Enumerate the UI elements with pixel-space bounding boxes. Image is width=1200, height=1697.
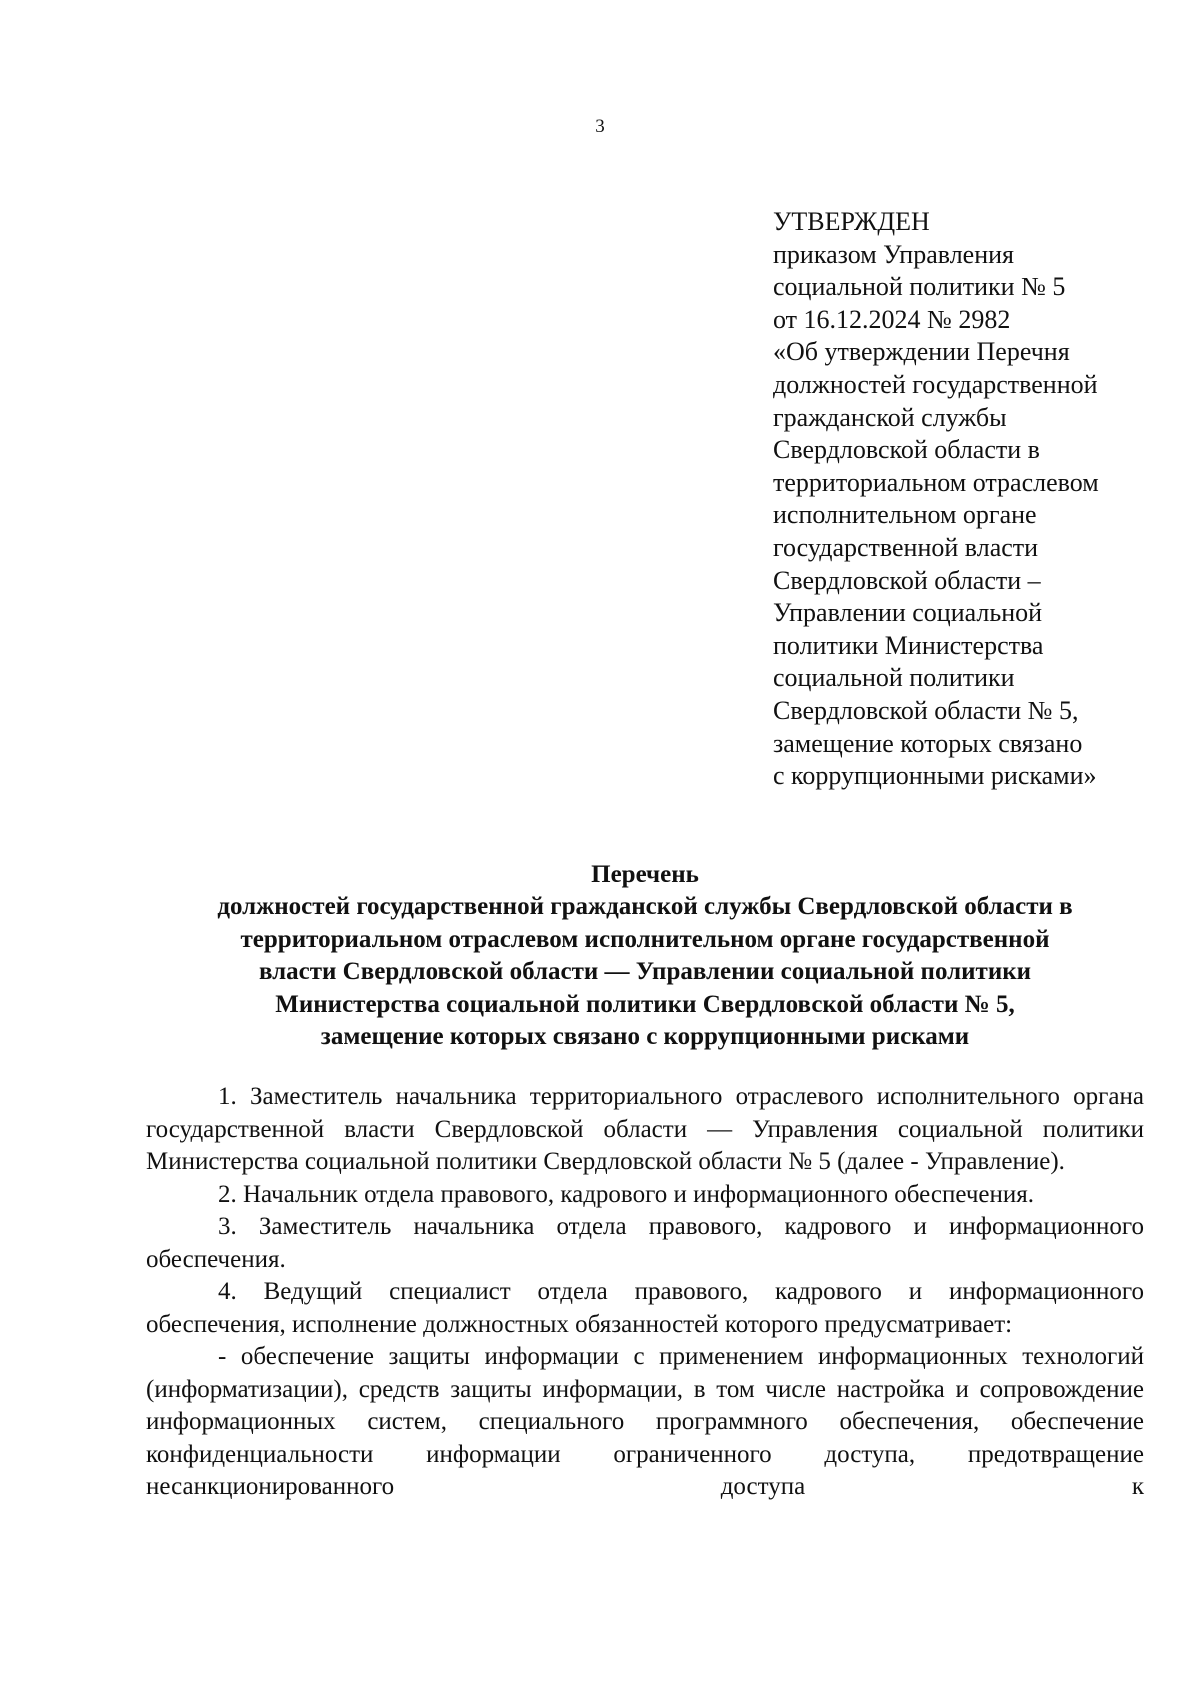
approval-line: от 16.12.2024 № 2982 [773, 304, 1011, 334]
document-title [120, 859, 1170, 1053]
approval-line: замещение которых связано [773, 728, 1083, 758]
approval-line: Свердловской области в [773, 435, 1040, 465]
approval-line: государственной власти [773, 532, 1039, 562]
approval-line: исполнительном органе [773, 500, 1037, 530]
approval-line: с коррупционными рисками» [773, 761, 1097, 791]
list-item: 2. Начальник отдела правового, кадрового и информационного обеспечения. [218, 1180, 1035, 1208]
title-line: должностей государственной гражданской службы Свердловской области в [217, 893, 1073, 921]
approval-line: гражданской службы [773, 402, 1007, 432]
title-line: Министерства социальной политики Свердловской области № 5, [275, 990, 1015, 1018]
approval-line: должностей государственной [773, 369, 1098, 399]
approval-line: политики Министерства [773, 630, 1044, 660]
approval-line: социальной политики [773, 663, 1015, 693]
approval-line: приказом Управления [773, 239, 1014, 269]
approval-line: социальной политики № 5 [773, 272, 1066, 302]
list-item: 1. Заместитель начальника территориального отраслевого исполнительного органа государственной власти Свердловской области — Управления социальной политики Министерства социальной политики Свердловской области № 5 (далее - Управление). [146, 1083, 1144, 1175]
list-item-subpoint: - обеспечение защиты информации с применением информационных технологий (информатизации), средств защиты информации, в том числе настройка и сопровождение информационных систем, специального программного обеспечения, обеспечение конфиденциальности информации ограниченного доступа, предотвращение несанкционированного доступа к [146, 1343, 1144, 1500]
approval-line: Управлении социальной [773, 598, 1043, 628]
approval-line: «Об утверждении Перечня [773, 337, 1070, 367]
list-item: 3. Заместитель начальника отдела правового, кадрового и информационного обеспечения. [146, 1213, 1144, 1273]
title-line: власти Свердловской области — Управлении социальной политики [258, 958, 1032, 986]
title-line: территориальном отраслевом исполнительном органе государственной [240, 925, 1050, 953]
approval-stamp [773, 206, 1173, 793]
page-number: 3 [595, 116, 605, 137]
positions-list [146, 1081, 1144, 1504]
title-heading: Перечень [591, 861, 699, 888]
approval-line: УТВЕРЖДЕН [773, 207, 930, 236]
title-line: замещение которых связано с коррупционными рисками [320, 1023, 970, 1051]
approval-line: Свердловской области № 5, [773, 695, 1079, 725]
list-item: 4. Ведущий специалист отдела правового, кадрового и информационного обеспечения, исполнение должностных обязанностей которого предусматривает: [146, 1278, 1144, 1338]
approval-line: территориальном отраслевом [773, 467, 1099, 497]
approval-line: Свердловской области – [773, 565, 1041, 595]
